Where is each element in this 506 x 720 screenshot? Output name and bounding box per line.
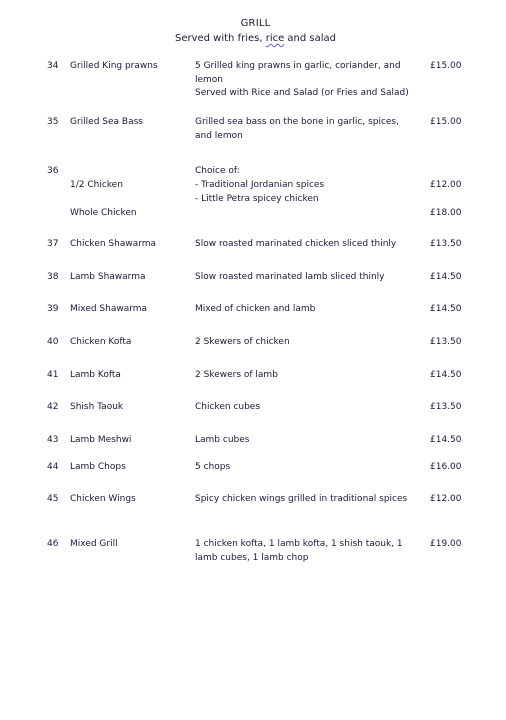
item-price: £19.00 [430,539,462,549]
item-description: Slow roasted marinated lamb sliced thinly [195,272,385,282]
subtitle-text-flagged: rice [265,33,285,44]
item-name: Lamb Chops [70,462,126,472]
item-description: Grilled sea bass on the bone in garlic, spices, and lemon [195,117,399,141]
item-number: 44 [47,462,59,472]
item-choice-label: Choice of: [195,166,240,176]
item-name: Lamb Meshwi [70,435,132,445]
item-name: Chicken Wings [70,494,136,504]
item-price: £14.50 [430,370,462,380]
subtitle-text-start: Served with fries, [174,33,266,44]
item-price: £14.50 [430,272,462,282]
item-name: Lamb Kofta [70,370,121,380]
item-description-line: 5 Grilled king prawns in garlic, coriander, and lemon [195,61,401,85]
item-price: £13.50 [430,337,462,347]
item-number: 38 [47,272,59,282]
item-number: 42 [47,402,59,412]
item-name: Chicken Shawarma [70,239,157,249]
item-name: 1/2 Chicken [70,180,123,190]
item-description: 2 Skewers of chicken [195,337,290,347]
item-price: £13.50 [430,239,462,249]
item-description: Mixed of chicken and lamb [195,304,316,314]
item-price: £14.50 [430,435,462,445]
item-number: 46 [47,539,59,549]
item-name: Grilled Sea Bass [70,117,143,127]
item-description: 2 Skewers of lamb [195,370,278,380]
item-number: 43 [47,435,59,445]
item-description: 1 chicken kofta, 1 lamb kofta, 1 shish taouk, 1 lamb cubes, 1 lamb chop [195,539,403,563]
item-name: Whole Chicken [70,208,137,218]
item-price: £14.50 [430,304,462,314]
item-price: £15.00 [430,61,462,71]
item-price: £12.00 [430,180,462,190]
item-description-line: Served with Rice and Salad (or Fries and Salad) [195,88,409,98]
item-price: £18.00 [430,208,462,218]
item-description [195,60,413,101]
item-name: Mixed Grill [70,539,118,549]
item-description: Chicken cubes [195,402,261,412]
subtitle-text-end: and salad [284,33,337,44]
item-description: 5 chops [195,462,231,472]
item-name: Lamb Shawarma [70,272,146,282]
item-price: £16.00 [430,462,462,472]
item-name: Grilled King prawns [70,61,158,71]
item-price: £15.00 [430,117,462,127]
item-number: 41 [47,370,59,380]
item-price: £12.00 [430,494,462,504]
item-number: 37 [47,239,59,249]
item-description: Lamb cubes [195,435,250,445]
section-title: GRILL [240,18,271,29]
item-number: 34 [47,61,59,71]
item-name: Chicken Kofta [70,337,132,347]
item-number: 39 [47,304,59,314]
item-name: Mixed Shawarma [70,304,148,314]
item-number: 35 [47,117,59,127]
item-price: £13.50 [430,402,462,412]
item-number: 36 [47,166,59,176]
item-number: 40 [47,337,59,347]
item-description: Spicy chicken wings grilled in traditional spices [195,494,408,504]
item-number: 45 [47,494,59,504]
item-description: Slow roasted marinated chicken sliced thinly [195,239,397,249]
item-option: - Little Petra spicey chicken [195,194,319,204]
item-name: Shish Taouk [70,402,124,412]
section-subtitle [0,33,506,44]
item-option: - Traditional Jordanian spices [195,180,325,190]
